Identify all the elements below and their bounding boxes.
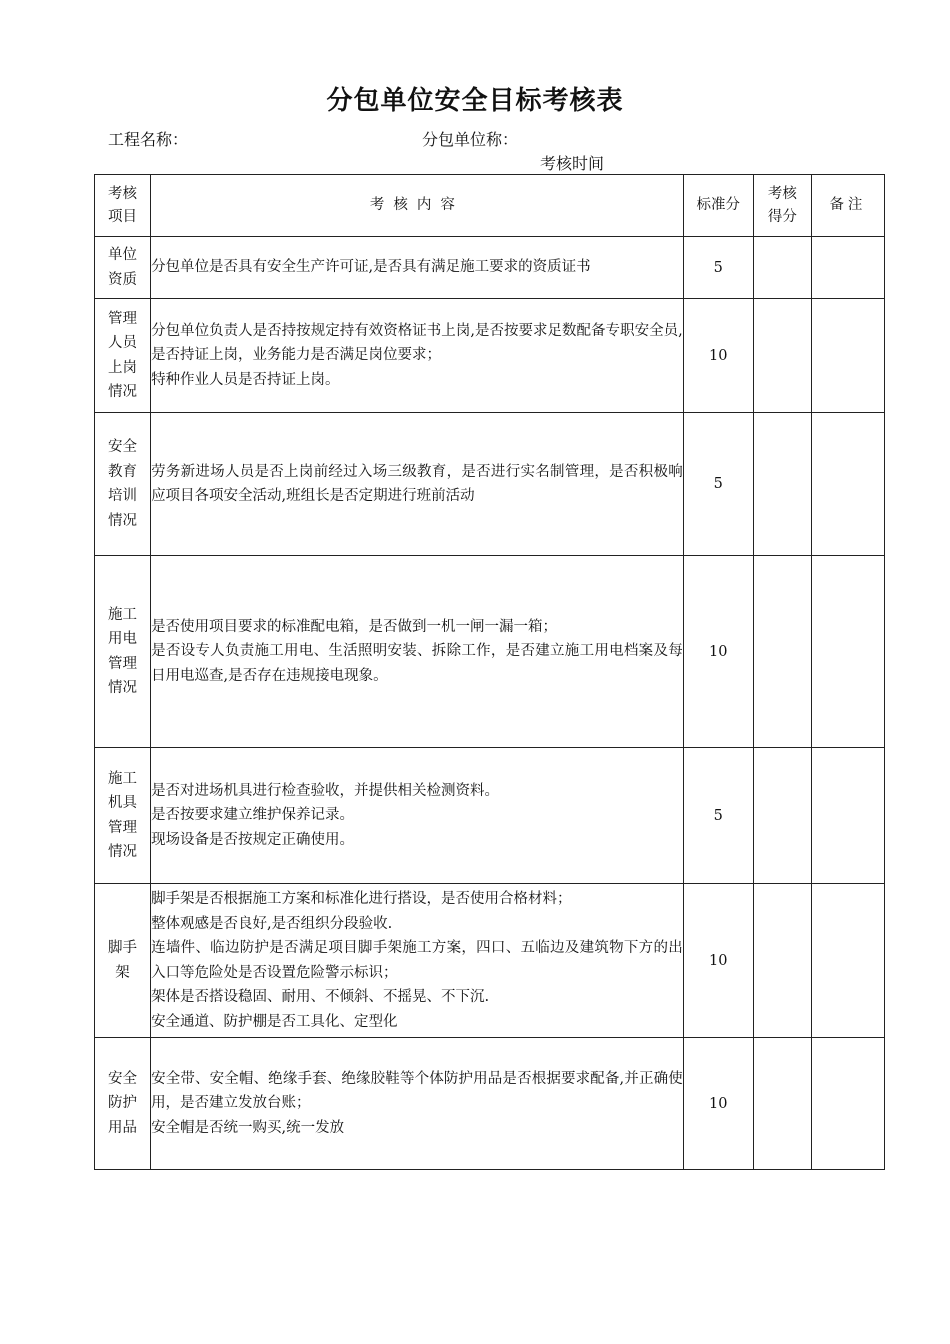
content-line: 安全带、安全帽、绝缘手套、绝缘胶鞋等个体防护用品是否根据要求配备,并正确使用，是否建立发放台账； [151, 1070, 683, 1112]
remarks-cell[interactable] [811, 237, 884, 299]
header-item [95, 175, 151, 237]
assessment-item-label: 安全防护用品 [108, 1070, 138, 1136]
assessment-item [95, 884, 151, 1038]
assessed-score-cell[interactable] [753, 556, 811, 748]
subcontractor-label: 分包单位称： [422, 130, 519, 149]
table-row [95, 237, 885, 299]
assessed-score-cell[interactable] [753, 1038, 811, 1170]
assessment-content [151, 884, 684, 1038]
assessment-item-label: 施工机具管理情况 [108, 770, 138, 860]
assessment-content [151, 299, 684, 413]
assessment-item-label: 单位资质 [108, 247, 138, 288]
assessment-item [95, 748, 151, 884]
assessment-content [151, 748, 684, 884]
standard-score: 10 [683, 299, 753, 413]
assessment-content [151, 556, 684, 748]
assessment-item [95, 1038, 151, 1170]
assessment-content [151, 413, 684, 556]
assessment-table [94, 174, 885, 1170]
remarks-cell[interactable] [811, 1038, 884, 1170]
table-row [95, 748, 885, 884]
content-line: 现场设备是否按规定正确使用。 [151, 831, 355, 848]
assessment-item-label: 管理人员上岗情况 [108, 310, 138, 400]
assessment-item [95, 299, 151, 413]
standard-score: 5 [683, 237, 753, 299]
remarks-cell[interactable] [811, 413, 884, 556]
table-row [95, 556, 885, 748]
remarks-cell[interactable] [811, 748, 884, 884]
page-title: 分包单位安全目标考核表 [326, 86, 624, 116]
header-content: 考核内容 [151, 175, 684, 237]
assessment-time-label: 考核时间 [540, 154, 605, 173]
assessment-content [151, 1038, 684, 1170]
content-line: 架体是否搭设稳固、耐用、不倾斜、不摇晃、不下沉. [151, 989, 490, 1005]
content-line: 劳务新进场人员是否上岗前经过入场三级教育，是否进行实名制管理，是否积极响应项目各项安全活动,班组长是否定期进行班前活动 [151, 463, 683, 504]
content-line: 脚手架是否根据施工方案和标准化进行搭设，是否使用合格材料； [151, 891, 572, 907]
header-note: 备注 [811, 175, 884, 237]
table-row [95, 413, 885, 556]
content-line: 是否按要求建立维护保养记录。 [151, 807, 355, 824]
assessed-score-cell[interactable] [753, 299, 811, 413]
header-standard: 标准分 [683, 175, 753, 237]
standard-score: 5 [683, 413, 753, 556]
assessment-content [151, 237, 684, 299]
header-score-text: 考核得分 [767, 185, 797, 225]
content-line: 是否使用项目要求的标准配电箱，是否做到一机一闸一漏一箱； [151, 618, 558, 635]
remarks-cell[interactable] [811, 299, 884, 413]
remarks-cell[interactable] [811, 556, 884, 748]
content-line: 是否设专人负责施工用电、生活照明安装、拆除工作，是否建立施工用电档案及每日用电巡查,是否存在违规接电现象。 [151, 643, 683, 684]
standard-score: 10 [683, 556, 753, 748]
content-line: 分包单位负责人是否持按规定持有效资格证书上岗,是否按要求足数配备专职安全员,是否持证上岗，业务能力是否满足岗位要求； [151, 322, 683, 364]
content-line: 安全通道、防护棚是否工具化、定型化 [151, 1013, 398, 1030]
project-name-label: 工程名称： [108, 130, 189, 149]
header-item-text: 考核项目 [108, 185, 138, 225]
content-line: 连墙件、临边防护是否满足项目脚手架施工方案，四口、五临边及建筑物下方的出入口等危险处是否设置危险警示标识； [151, 940, 683, 981]
table-row [95, 299, 885, 413]
content-line: 是否对进场机具进行检查验收，并提供相关检测资料。 [151, 782, 500, 799]
standard-score: 10 [683, 884, 753, 1038]
assessment-item-label: 脚手架 [108, 940, 138, 981]
content-line: 分包单位是否具有安全生产许可证,是否具有满足施工要求的资质证书 [151, 259, 591, 276]
content-line: 安全帽是否统一购买,统一发放 [151, 1119, 345, 1136]
assessed-score-cell[interactable] [753, 237, 811, 299]
assessment-item-label: 施工用电管理情况 [108, 606, 138, 696]
assessed-score-cell[interactable] [753, 413, 811, 556]
header-score [753, 175, 811, 237]
remarks-cell[interactable] [811, 884, 884, 1038]
assessment-item [95, 556, 151, 748]
table-row [95, 1038, 885, 1170]
table-row [95, 884, 885, 1038]
assessment-item [95, 237, 151, 299]
assessment-item-label: 安全教育培训情况 [108, 439, 138, 529]
assessed-score-cell[interactable] [753, 884, 811, 1038]
standard-score: 5 [683, 748, 753, 884]
assessed-score-cell[interactable] [753, 748, 811, 884]
assessment-item [95, 413, 151, 556]
content-line: 特种作业人员是否持证上岗。 [151, 371, 340, 388]
standard-score: 10 [683, 1038, 753, 1170]
content-line: 整体观感是否良好,是否组织分段验收. [151, 915, 393, 932]
table-body [95, 237, 885, 1170]
table-header-row [95, 175, 885, 237]
